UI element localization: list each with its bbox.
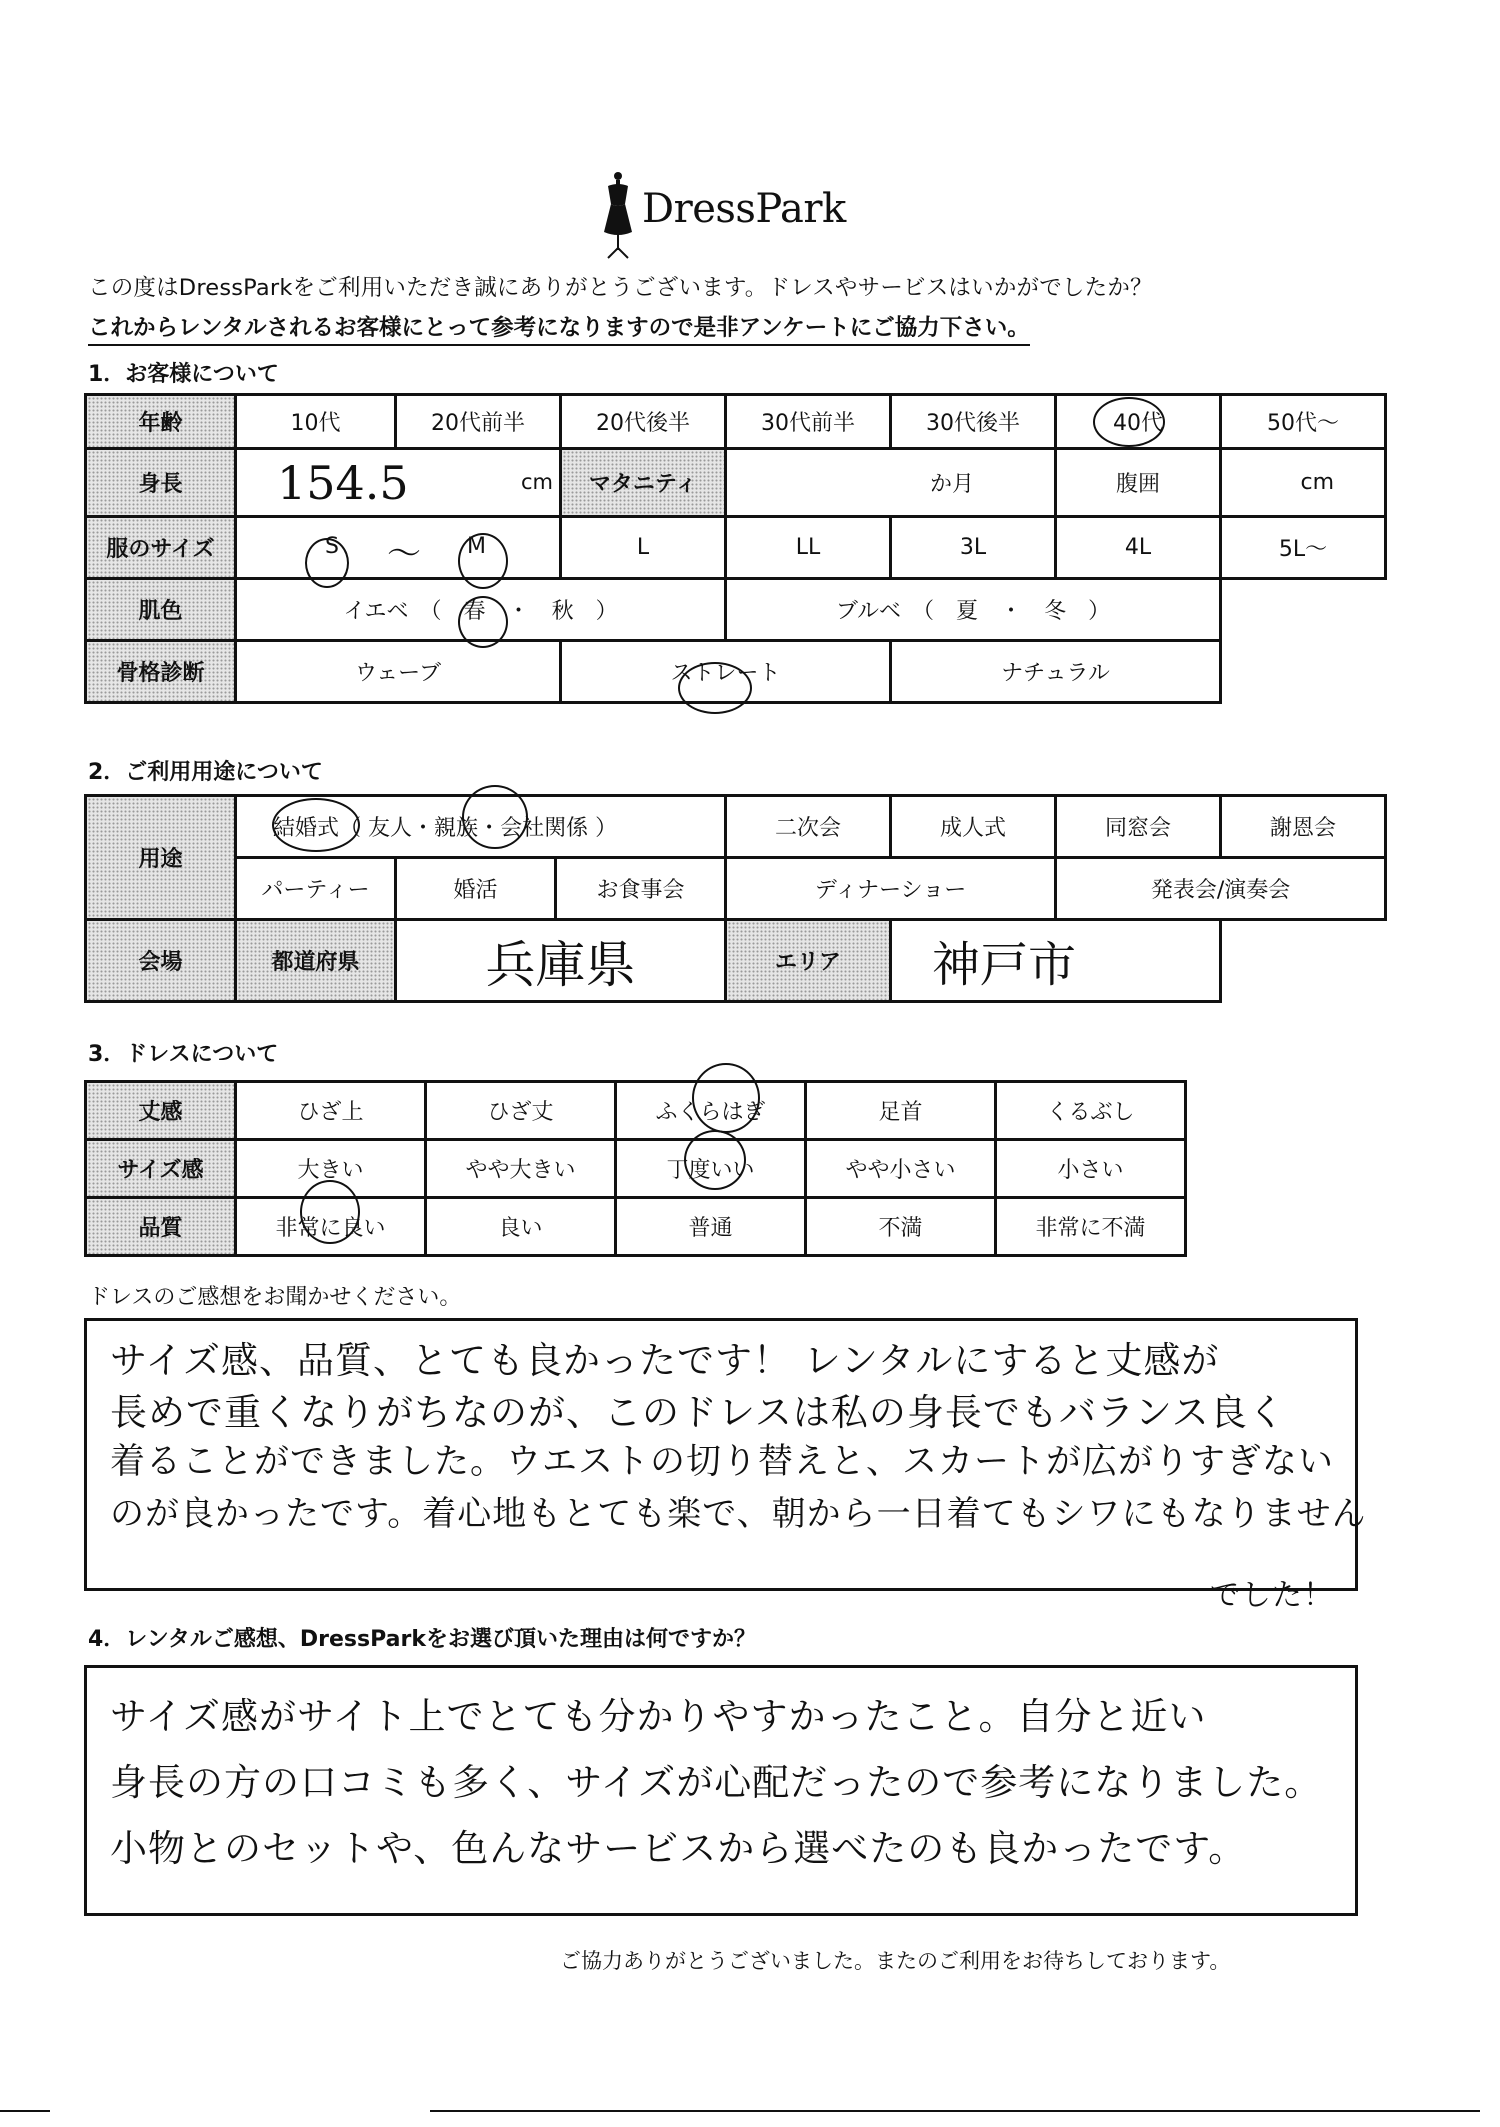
- area-label: エリア: [726, 920, 891, 1002]
- impression-prompt: ドレスのご感想をお聞かせください。: [88, 1285, 462, 1310]
- answer-line: サイズ感がサイト上でとても分かりやすかったこと。自分と近い: [110, 1695, 1207, 1738]
- section1-title: 1．お客様について: [88, 362, 279, 387]
- quality-option[interactable]: 非常に不満: [996, 1198, 1186, 1256]
- impression-line: でした！: [1210, 1578, 1334, 1613]
- purpose-option[interactable]: お食事会: [556, 858, 726, 920]
- footer-text: ご協力ありがとうございました。またのご利用をお待ちしております。: [560, 1949, 1231, 1973]
- size-s-m-cell[interactable]: [236, 517, 561, 579]
- fit-option[interactable]: 丁度いい: [616, 1140, 806, 1198]
- dress-form-icon: [598, 170, 638, 260]
- wedding-option[interactable]: 結婚式: [273, 816, 340, 841]
- dress-row: [86, 1140, 1186, 1198]
- quality-option[interactable]: 普通: [616, 1198, 806, 1256]
- height-field[interactable]: [236, 449, 561, 517]
- dress-row: [86, 1198, 1186, 1256]
- size-option-s[interactable]: S: [325, 534, 339, 559]
- size-label: 服のサイズ: [86, 517, 236, 579]
- fit-option[interactable]: 大きい: [236, 1140, 426, 1198]
- age-option[interactable]: 20代後半: [561, 395, 726, 449]
- logo-text: DressPark: [642, 186, 846, 232]
- answer-line: 小物とのセットや、色んなサービスから選べたのも良かったです。: [110, 1827, 1247, 1870]
- scan-edge-mark: [0, 2110, 50, 2112]
- maternity-label: マタニティ: [561, 449, 726, 517]
- impression-line: のが良かったです。着心地もとても楽で、朝から一日着てもシワにもなりません: [110, 1494, 1367, 1534]
- size-option[interactable]: L: [561, 517, 726, 579]
- age-option[interactable]: 20代前半: [396, 395, 561, 449]
- purpose-option[interactable]: 同窓会: [1056, 796, 1221, 858]
- empty-cell: [1221, 920, 1386, 1002]
- length-option[interactable]: ひざ上: [236, 1082, 426, 1140]
- empty-cell: [1221, 579, 1386, 641]
- length-option[interactable]: ひざ丈: [426, 1082, 616, 1140]
- dress-table: [84, 1080, 1187, 1257]
- selection-circle: [1093, 397, 1165, 447]
- age-option[interactable]: 40代: [1056, 395, 1221, 449]
- size-range-mark: ～: [387, 534, 421, 574]
- purpose-option[interactable]: パーティー: [236, 858, 396, 920]
- waist-label: 腹囲: [1056, 449, 1221, 517]
- size-option[interactable]: LL: [726, 517, 891, 579]
- selection-circle: [678, 662, 752, 714]
- height-row: [86, 449, 1386, 517]
- purpose-option[interactable]: 発表会/演奏会: [1056, 858, 1386, 920]
- quality-option[interactable]: 非常に良い: [236, 1198, 426, 1256]
- answer-line: 身長の方の口コミも多く、サイズが心配だったので参考になりました。: [110, 1761, 1323, 1804]
- length-option[interactable]: ふくらはぎ: [616, 1082, 806, 1140]
- height-label: 身長: [86, 449, 236, 517]
- purpose-option[interactable]: 婚活: [396, 858, 556, 920]
- intro-text: この度はDressParkをご利用いただき誠にありがとうございます。ドレスやサービスはいかがでしたか？: [88, 275, 1153, 301]
- intro-bold-text: これからレンタルされるお客様にとって参考になりますので是非アンケートにご協力下さい。: [88, 310, 1030, 346]
- length-option[interactable]: くるぶし: [996, 1082, 1186, 1140]
- size-option[interactable]: 5L～: [1221, 517, 1386, 579]
- wedding-family-option[interactable]: 親族: [434, 816, 479, 841]
- fit-option[interactable]: やや大きい: [426, 1140, 616, 1198]
- length-label: 丈感: [86, 1082, 236, 1140]
- selection-circle: [272, 798, 360, 852]
- selection-circle: [692, 1063, 760, 1133]
- age-option[interactable]: 30代前半: [726, 395, 891, 449]
- selection-circle: [458, 533, 508, 589]
- wedding-company-option[interactable]: 会社関係: [500, 816, 589, 841]
- fit-label: サイズ感: [86, 1140, 236, 1198]
- purpose-row-2: [86, 858, 1386, 920]
- height-value: 154.5: [277, 456, 409, 510]
- purpose-option[interactable]: 成人式: [891, 796, 1056, 858]
- age-label: 年齢: [86, 395, 236, 449]
- size-option[interactable]: 3L: [891, 517, 1056, 579]
- skin-row: [86, 579, 1386, 641]
- dress-row: [86, 1082, 1186, 1140]
- selection-circle: [458, 596, 508, 648]
- length-option[interactable]: 足首: [806, 1082, 996, 1140]
- size-option[interactable]: 4L: [1056, 517, 1221, 579]
- skin-yellow-label: イエベ: [343, 599, 409, 624]
- skin-blue-label: ブルベ: [835, 599, 902, 624]
- quality-option[interactable]: 不満: [806, 1198, 996, 1256]
- venue-row: [86, 920, 1386, 1002]
- empty-cell: [1221, 641, 1386, 703]
- selection-circle: [462, 785, 528, 849]
- skin-spring-option[interactable]: 春: [463, 599, 486, 624]
- size-row: [86, 517, 1386, 579]
- purpose-label: 用途: [86, 796, 236, 920]
- prefecture-label: 都道府県: [236, 920, 396, 1002]
- frame-option[interactable]: ウェーブ: [236, 641, 561, 703]
- selection-circle: [305, 538, 349, 588]
- impression-line: サイズ感、品質、とても良かったです！ レンタルにすると丈感が: [110, 1339, 1220, 1382]
- section3-title: 3．ドレスについて: [88, 1042, 279, 1067]
- skin-yellow-cell[interactable]: イエベ （ 春 ・ 秋 ）: [236, 579, 726, 641]
- quality-label: 品質: [86, 1198, 236, 1256]
- venue-label: 会場: [86, 920, 236, 1002]
- quality-option[interactable]: 良い: [426, 1198, 616, 1256]
- selection-circle: [684, 1130, 746, 1190]
- area-value[interactable]: 神戸市: [891, 920, 1221, 1002]
- customer-table: [84, 393, 1387, 704]
- purpose-option[interactable]: ディナーショー: [726, 858, 1056, 920]
- wedding-cell[interactable]: 結婚式（ 友人・親族・会社関係 ）: [236, 796, 726, 858]
- skin-winter-option[interactable]: 冬: [1044, 599, 1067, 624]
- fit-option[interactable]: 小さい: [996, 1140, 1186, 1198]
- height-unit: cm: [520, 470, 553, 494]
- age-option[interactable]: 10代: [236, 395, 396, 449]
- selection-circle: [300, 1180, 360, 1244]
- section2-title: 2．ご利用用途について: [88, 760, 323, 785]
- skin-blue-cell[interactable]: ブルベ （ 夏 ・ 冬 ）: [726, 579, 1221, 641]
- age-option[interactable]: 30代後半: [891, 395, 1056, 449]
- purpose-option[interactable]: 謝恩会: [1221, 796, 1386, 858]
- frame-option[interactable]: ストレート: [561, 641, 891, 703]
- prefecture-value[interactable]: 兵庫県: [396, 920, 726, 1002]
- purpose-option[interactable]: 二次会: [726, 796, 891, 858]
- section4-title: 4．レンタルご感想、DressParkをお選び頂いた理由は何ですか？: [88, 1627, 756, 1652]
- waist-unit[interactable]: cm: [1221, 449, 1386, 517]
- dresspark-logo: [590, 170, 890, 260]
- frame-label: 骨格診断: [86, 641, 236, 703]
- wedding-friend-option[interactable]: 友人: [368, 816, 413, 841]
- skin-label: 肌色: [86, 579, 236, 641]
- frame-option[interactable]: ナチュラル: [891, 641, 1221, 703]
- age-row: [86, 395, 1386, 449]
- impression-line: 着ることができました。ウエストの切り替えと、スカートが広がりすぎない: [110, 1442, 1335, 1482]
- skin-summer-option[interactable]: 夏: [956, 599, 979, 624]
- age-option[interactable]: 50代～: [1221, 395, 1386, 449]
- size-option-m[interactable]: M: [467, 534, 486, 559]
- impression-line: 長めで重くなりがちなのが、このドレスは私の身長でもバランス良く: [110, 1391, 1286, 1434]
- scan-edge-mark: [430, 2110, 1480, 2112]
- fit-option[interactable]: やや小さい: [806, 1140, 996, 1198]
- maternity-months[interactable]: か月: [726, 449, 1056, 517]
- skin-autumn-option[interactable]: 秋: [551, 599, 574, 624]
